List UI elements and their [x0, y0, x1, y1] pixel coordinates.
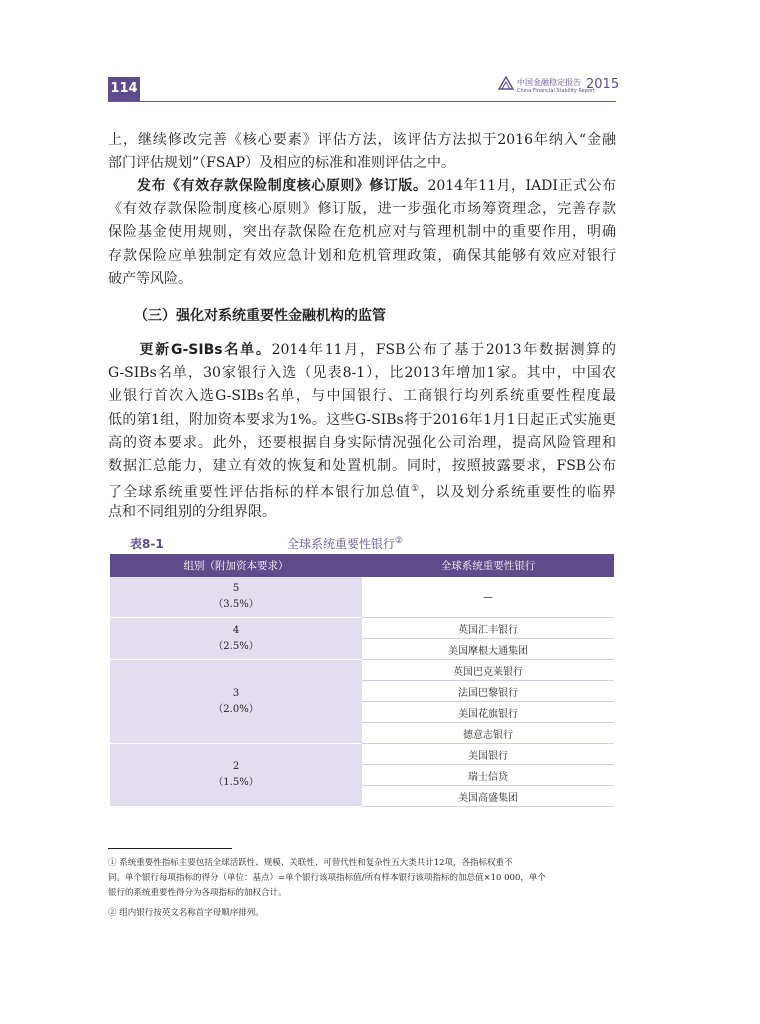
- text-line: 部门评估规划”（FSAP）及相应的标准和准则评估之中。: [108, 155, 455, 172]
- table-row: [110, 577, 614, 618]
- group-cell: [110, 744, 362, 807]
- text-run: ，以及划分系统重要性的临界: [420, 484, 616, 501]
- pbc-logo-icon: [498, 76, 514, 90]
- text-line: 业银行首次入选G-SIBs名单，与中国银行、工商银行均列系统重要性程度最: [108, 388, 616, 405]
- text-line: ② 组内银行按英文名称首字母顺序排列。: [108, 908, 264, 918]
- text-line: [108, 478, 616, 501]
- paragraph-lead: 更新G-SIBs名单。: [139, 342, 272, 358]
- group-cell: [110, 660, 362, 744]
- footnote-ref: ①: [410, 484, 421, 495]
- bank-name: 美国摩根大通集团: [362, 639, 614, 660]
- text-line: 上，继续修改完善《核心要素》评估方法，该评估方法拟于2016年纳入“金融: [108, 132, 616, 148]
- group-cell: [110, 577, 362, 618]
- table-row: [110, 660, 614, 681]
- table-title-text: 全球系统重要性银行: [287, 537, 396, 551]
- gsib-table: [110, 554, 614, 807]
- table-row: [110, 744, 614, 765]
- text-line: 银行的系统重要性得分为各项指标的加权合计。: [108, 888, 287, 898]
- paragraph-lead: 发布《有效存款保险制度核心原则》修订版。: [137, 178, 428, 194]
- section-heading: （三）强化对系统重要性金融机构的监管: [134, 308, 386, 324]
- table-header-banks: 全球系统重要性银行: [362, 554, 614, 577]
- bank-name: 德意志银行: [362, 723, 614, 744]
- text-run: 了全球系统重要性评估指标的样本银行加总值: [108, 484, 411, 501]
- text-run: 2014年11月，FSB公布了基于2013年数据测算的: [271, 342, 616, 358]
- text-line: 低的第1组，附加资本要求为1%。这些G-SIBs将于2016年1月1日起正式实施更: [108, 411, 616, 428]
- capital-surcharge: （1.5%）: [213, 777, 259, 788]
- footnote-1: [108, 856, 616, 901]
- text-line: ① 系统重要性指标主要包括全球活跃性、规模、关联性、可替代性和复杂性五大类共计12项，各指标权重不: [108, 858, 513, 868]
- text-run: 2014年11月，IADI正式公布: [427, 178, 617, 194]
- report-year: 2015: [586, 77, 620, 92]
- footnote-ref: ②: [395, 536, 404, 546]
- text-line: 《有效存款保险制度核心原则》修订版，进一步强化市场筹资理念，完善存款: [108, 201, 616, 218]
- table-title: [287, 535, 403, 552]
- bank-name: 瑞士信贷: [362, 765, 614, 786]
- text-line: 保险基金使用规则，突出存款保险在危机应对与管理机制中的重要作用，明确: [108, 224, 616, 241]
- capital-surcharge: （2.0%）: [213, 703, 259, 715]
- bank-name: 美国花旗银行: [362, 702, 614, 723]
- report-title-cn: 中国金融稳定报告: [517, 78, 581, 87]
- bank-name: 英国巴克莱银行: [362, 660, 614, 681]
- bank-name: 美国银行: [362, 744, 614, 765]
- text-line: 同。单个银行每项指标的得分（单位：基点）=单个银行该项指标值/所有样本银行该项指标的加总值×10 000，单个: [108, 873, 546, 883]
- table-body: [110, 577, 614, 807]
- bank-name: 法国巴黎银行: [362, 681, 614, 702]
- paragraph-1: [108, 129, 616, 175]
- bank-name: 美国高盛集团: [362, 786, 614, 807]
- text-line: 点和不同组别的分组界限。: [108, 504, 276, 521]
- table-header-group: 组别（附加资本要求）: [110, 554, 362, 577]
- capital-surcharge: （2.5%）: [213, 640, 259, 652]
- bucket-number: 3: [232, 687, 240, 699]
- footnote-divider: [108, 848, 232, 849]
- text-line: G-SIBs名单，30家银行入选（见表8-1），比2013年增加1家。其中，中国农: [108, 365, 616, 382]
- paragraph-3: [108, 339, 616, 525]
- group-cell: [110, 618, 362, 660]
- bucket-number: 4: [232, 624, 240, 636]
- table-header-row: [110, 554, 614, 577]
- footnote-2: [108, 906, 616, 921]
- bank-name: —: [362, 577, 614, 618]
- table-row: [110, 618, 614, 639]
- text-line: 数据汇总能力，建立有效的恢复和处置机制。同时，按照披露要求，FSB公布: [108, 457, 616, 474]
- report-title-en: China Financial Stability Report: [517, 88, 595, 94]
- paragraph-2: [108, 175, 616, 291]
- page-number: 114: [108, 77, 140, 101]
- bucket-number: 2: [232, 761, 240, 772]
- table-label: 表8-1: [130, 537, 164, 551]
- text-line: 高的资本要求。此外，还要根据自身实际情况强化公司治理，提高风险管理和: [108, 434, 616, 451]
- capital-surcharge: （3.5%）: [213, 599, 259, 610]
- text-line: 破产等风险。: [108, 270, 192, 287]
- text-line: [108, 339, 616, 362]
- header-divider: [108, 101, 616, 102]
- text-line: [108, 175, 616, 198]
- bucket-number: 5: [232, 583, 240, 594]
- bank-name: 英国汇丰银行: [362, 618, 614, 639]
- text-line: 存款保险应单独制定有效应急计划和危机管理政策，确保其能够有效应对银行: [108, 247, 616, 264]
